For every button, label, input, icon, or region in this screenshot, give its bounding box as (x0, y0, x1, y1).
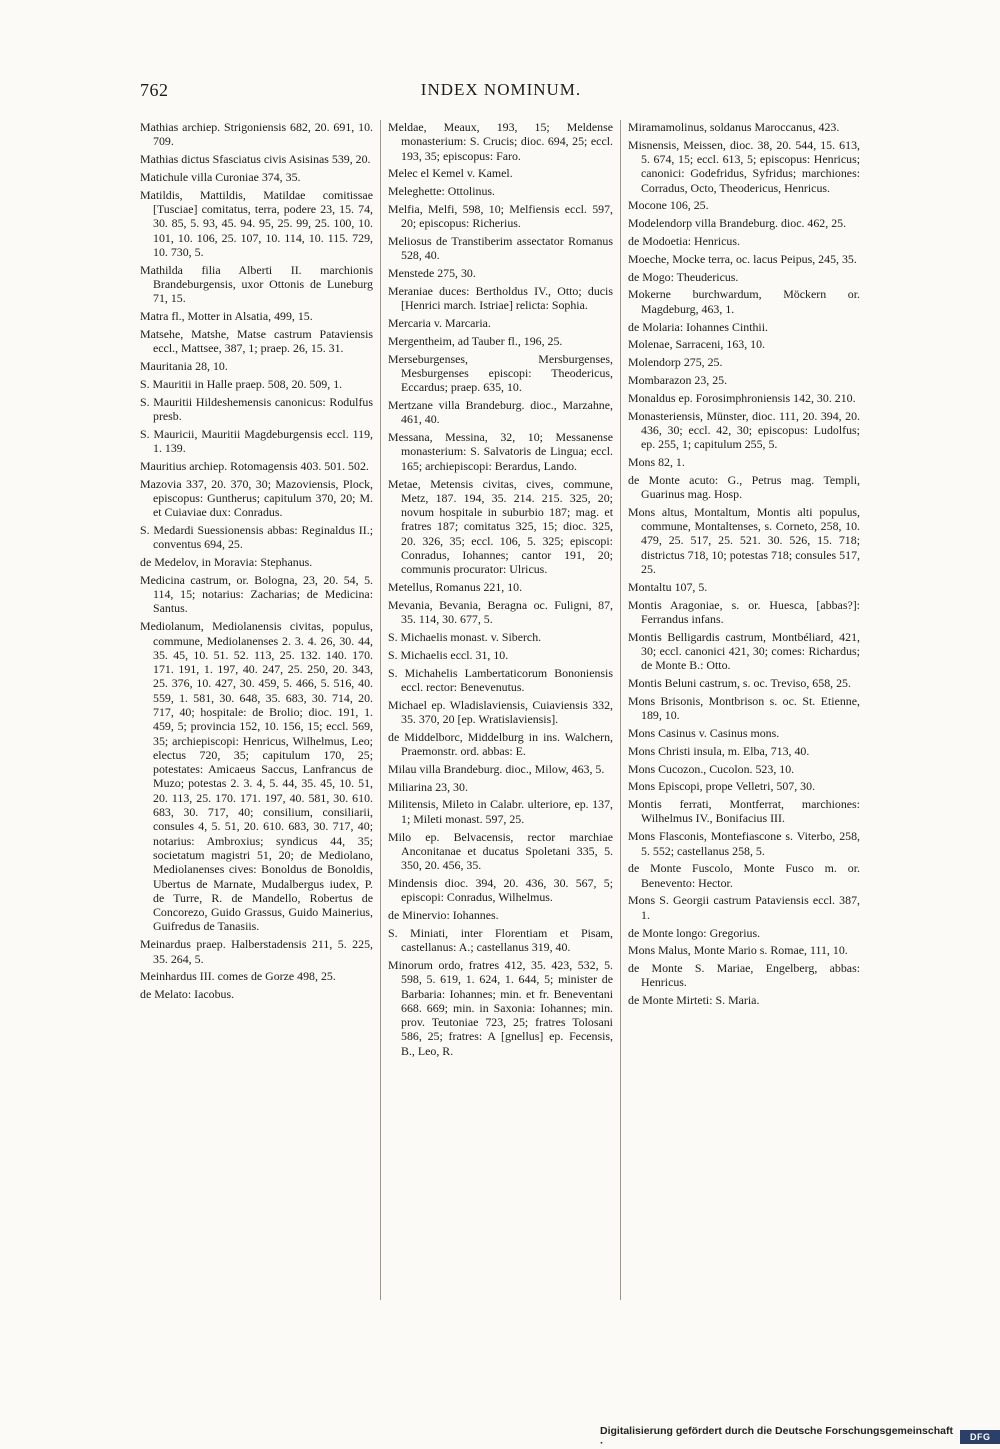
index-columns (140, 120, 862, 1300)
index-entry: S. Michaelis monast. v. Siberch. (388, 630, 542, 644)
index-entry: Merseburgenses, Mersburgenses, Mesburgenses episcopi: Theodericus, Eccardus; praep. 635, 10. (388, 351, 613, 395)
index-entry: Mevania, Bevania, Beragna oc. Fuligni, 87, 35. 114, 30. 677, 5. (388, 597, 613, 627)
index-entry: Meleghette: Ottolinus. (388, 184, 495, 199)
index-entry: S. Miniati, inter Florentiam et Pisam, castellanus: A.; castellanus 319, 40. (388, 925, 613, 955)
index-entry: S. Mauritii Hildeshemensis canonicus: Rodulfus presb. (140, 394, 373, 423)
index-entry: Miramamolinus, soldanus Maroccanus, 423. (628, 120, 840, 134)
index-entry: Misnensis, Meissen, dioc. 38, 20. 544, 15. 613, 5. 674, 15; eccl. 613, 5; episcopus: Henricus; canonici: Godefridus, Syfridus; marchiones: Corradus, Octo, Theodericus, Henricus. (628, 137, 860, 195)
index-entry: Meinardus praep. Halberstadensis 211, 5. 225, 35. 264, 5. (140, 937, 373, 966)
index-entry: Messana, Messina, 32, 10; Messanense monasterium: S. Salvatoris de Lingua; eccl. 165; archiepiscopi: Berardus, Lando. (388, 430, 613, 473)
page-number: 762 (140, 80, 169, 100)
index-entry: de Medelov, in Moravia: Stephanus. (140, 555, 313, 570)
footer (600, 1424, 1000, 1449)
index-entry: Mertzane villa Brandeburg. dioc., Marzahne, 461, 40. (388, 398, 613, 427)
index-entry: Mokerne burchwardum, Möckern or. Magdeburg, 463, 1. (628, 287, 860, 316)
dfg-logo: DFG (960, 1430, 1000, 1444)
index-entry: Mons Flasconis, Montefiascone s. Viterbo, 258, 5. 552; castellanus 258, 5. (628, 829, 860, 858)
index-entry: Milo ep. Belvacensis, rector marchiae Anconitanae et ducatus Spoletani 335, 5. 350, 20. 456, 35. (388, 829, 613, 873)
index-entry: Matichule villa Curoniae 374, 35. (140, 169, 301, 184)
index-entry: S. Michahelis Lambertaticorum Bononiensis eccl. rector: Benevenutus. (388, 665, 613, 694)
index-entry: Mediolanum, Mediolanensis civitas, populus, commune, Mediolanenses 2. 3. 4. 26, 30. 44, 35. 45, 10. 51. 52. 113, 25. 132. 140. 170. 171. 191, 1. 197, 40. 247, 25. 250, 20. 343, 25. 376, 10. 427, 30. 459, 5. 466, 5. 516, 40. 559, 1. 581, 30. 648, 35. 683, 30. 714, 20. 717, 40; hospitale: de Brolio; dioc. 191, 1. 459, 5; provincia 152, 10. 156, 15; eccl. 569, 35; archiepiscopi: Henricus, Wilhelmus, Leo; electus 720, 35; capitulum 170, 25; potestates: Amicaeus Saccus, Lanfrancus de Muzo; potestas 2. 3. 4, 5. 44, 35. 45, 10. 51, 20. 113, 25. 170. 171. 197, 40. 581, 30. 610. 683, 30. 717, 40; consilium, consiliarii, consules 4, 5. 51, 20. 610. 683, 30. 717, 40; notarius: Ambroxius; syndicus 44, 35; societatum magistri 51, 20; de Mediolano, Mediolanenses cives: Bonoldus de Bonoldis, Ubertus de Marnate, Mudalbergus iudex, P. de Turre, R. de Mandello, Robertus de Concorezo, Guido Grassus, Guido Mainerius, Guifredus de Tanasiis. (140, 619, 373, 934)
index-entry: Matsehe, Matshe, Matse castrum Pataviensis eccl., Mattsee, 387, 1; praep. 26, 15. 31. (140, 326, 373, 356)
index-entry: Matildis, Mattildis, Matildae comitissae [Tusciae] comitatus, terra, podere 23, 15. 74, 30. 85, 5. 93, 45. 94. 95, 25. 99, 25. 100, 10. 101, 10. 106, 25. 107, 10. 114, 10. 115. 729, 10. 730, 5. (140, 187, 373, 259)
index-entry: Metae, Metensis civitas, cives, commune, Metz, 187. 194, 35. 214. 215. 325, 20; novum hospitale in suburbio 187; mag. et fratres 187; comitatus 325, 15; dioc. 325, 20. 326, 35; eccl. 106, 5. 325; episcopi: Conradus, Iohannes; cantor 191, 20; communis procurator: Ulricus. (388, 476, 613, 577)
index-entry: Mons altus, Montaltum, Montis alti populus, commune, Montaltenses, s. Corneto, 258, 10. 479, 25. 517, 25. 521. 30. 526, 15. 718; districtus 718, 10; potestas 718; consules 517, 25. (628, 504, 860, 577)
index-entry: Mathilda filia Alberti II. marchionis Brandeburgensis, uxor Ottonis de Luneburg 71, 15. (140, 262, 373, 306)
index-entry: Mombarazon 23, 25. (628, 372, 728, 387)
index-entry: Melfia, Melfi, 598, 10; Melfiensis eccl. 597, 20; episcopus: Richerius. (388, 201, 613, 231)
index-entry: S. Michaelis eccl. 31, 10. (388, 647, 509, 662)
index-entry: Mons 82, 1. (628, 454, 685, 469)
index-entry: Mindensis dioc. 394, 20. 436, 30. 567, 5; episcopi: Conradus, Wilhelmus. (388, 875, 613, 905)
index-entry: de Monte Fuscolo, Monte Fusco m. or. Benevento: Hector. (628, 861, 860, 890)
index-entry: Meliosus de Transtiberim assectator Romanus 528, 40. (388, 234, 613, 263)
index-entry: Metellus, Romanus 221, 10. (388, 580, 523, 595)
index-entry: Matra fl., Motter in Alsatia, 499, 15. (140, 309, 313, 324)
index-entry: Monasteriensis, Münster, dioc. 111, 20. 394, 20. 436, 30; eccl. 42, 30; episcopus: Ludolfus; ep. 255, 1; capitulum 255, 5. (628, 408, 860, 452)
index-entry: Mons Christi insula, m. Elba, 713, 40. (628, 743, 810, 758)
index-entry: Melec el Kemel v. Kamel. (388, 166, 513, 181)
index-entry: de Monte acuto: G., Petrus mag. Templi, Guarinus mag. Hosp. (628, 472, 860, 502)
index-column-1 (140, 120, 380, 1300)
index-entry: Meraniae duces: Bertholdus IV., Otto; ducis [Henrici march. Istriae] relicta: Sophia. (388, 283, 613, 313)
index-entry: de Modoetia: Henricus. (628, 234, 740, 249)
index-entry: Minorum ordo, fratres 412, 35. 423, 532, 5. 598, 5. 619, 1. 624, 1. 644, 5; minister de Barbaria: Iohannes; min. et fr. Beneventani 668. 669; min. in Saxonia: Iohannes; min. prov. Teutoniae 723, 25; fratres Tolosani 586, 25; fratres: A [gnellus] ep. Fecensis, B., Leo, R. (388, 957, 613, 1058)
index-column-3 (620, 120, 860, 1300)
index-entry: de Monte S. Mariae, Engelberg, abbas: Henricus. (628, 961, 860, 990)
index-entry: de Mogo: Theudericus. (628, 269, 739, 284)
index-entry: Mons Brisonis, Montbrison s. oc. St. Etienne, 189, 10. (628, 693, 860, 723)
index-entry: Mathias archiep. Strigoniensis 682, 20. 691, 10. 709. (140, 120, 373, 149)
index-entry: Mathias dictus Sfasciatus civis Asisinas 539, 20. (140, 152, 371, 167)
index-entry: Mercaria v. Marcaria. (388, 316, 491, 331)
index-entry: Montis Belligardis castrum, Montbéliard, 421, 30; eccl. canonici 421, 30; comes: Richardus; de Monte B.: Otto. (628, 629, 860, 673)
index-entry: Mons S. Georgii castrum Pataviensis eccl. 387, 1. (628, 893, 860, 922)
index-column-2 (380, 120, 620, 1300)
index-entry: Mauritius archiep. Rotomagensis 403. 501. 502. (140, 458, 369, 473)
index-entry: Michael ep. Wladislaviensis, Cuiaviensis 332, 35. 370, 20 [ep. Wratislaviensis]. (388, 697, 613, 726)
index-entry: de Melato: Iacobus. (140, 987, 235, 1002)
index-entry: S. Mauricii, Mauritii Magdeburgensis eccl. 119, 1. 139. (140, 426, 373, 455)
index-entry: Meldae, Meaux, 193, 15; Meldense monasterium: S. Crucis; dioc. 694, 25; eccl. 193, 35; episcopus: Faro. (388, 120, 613, 163)
index-entry: Molendorp 275, 25. (628, 355, 723, 370)
index-entry: Montis Beluni castrum, s. oc. Treviso, 658, 25. (628, 676, 851, 691)
index-entry: Meinhardus III. comes de Gorze 498, 25. (140, 969, 336, 984)
index-entry: de Monte Mirteti: S. Maria. (628, 993, 760, 1008)
index-entry: Monaldus ep. Forosimphroniensis 142, 30. 210. (628, 390, 856, 405)
index-entry: Montaltu 107, 5. (628, 579, 708, 594)
index-entry: Mons Episcopi, prope Velletri, 507, 30. (628, 779, 816, 794)
index-entry: Moeche, Mocke terra, oc. lacus Peipus, 245, 35. (628, 251, 857, 266)
index-entry: Montis Aragoniae, s. or. Huesca, [abbas?]: Ferrandus infans. (628, 597, 860, 626)
page-header (140, 80, 862, 106)
index-entry: Molenae, Sarraceni, 163, 10. (628, 337, 766, 352)
index-entry: Montis ferrati, Montferrat, marchiones: Wilhelmus IV., Bonifacius III. (628, 797, 860, 826)
index-entry: Miliarina 23, 30. (388, 779, 468, 794)
index-entry: S. Medardi Suessionensis abbas: Reginaldus II.; conventus 694, 25. (140, 522, 373, 552)
footer-credit: Digitalisierung gefördert durch die Deutsche Forschungsgemeinschaft · (600, 1424, 953, 1449)
running-title: INDEX NOMINUM. (420, 80, 582, 99)
index-entry: Milau villa Brandeburg. dioc., Milow, 463, 5. (388, 761, 605, 776)
index-entry: de Middelborc, Middelburg in ins. Walchern, Praemonstr. ord. abbas: E. (388, 729, 613, 759)
index-entry: Mons Malus, Monte Mario s. Romae, 111, 10. (628, 943, 848, 958)
index-entry: Mauritania 28, 10. (140, 358, 228, 373)
index-entry: Modelendorp villa Brandeburg. dioc. 462, 25. (628, 216, 847, 231)
index-entry: Mergentheim, ad Tauber fl., 196, 25. (388, 333, 563, 348)
index-entry: de Monte longo: Gregorius. (628, 925, 761, 940)
index-entry: Mazovia 337, 20. 370, 30; Mazoviensis, Plock, episcopus: Guntherus; capitulum 370, 20; M. et Cuiaviae dux: Conradus. (140, 476, 373, 520)
index-entry: de Minervio: Iohannes. (388, 908, 499, 923)
index-entry: Mons Cucozon., Cucolon. 523, 10. (628, 761, 795, 776)
index-entry: Medicina castrum, or. Bologna, 23, 20. 54, 5. 114, 15; notarius: Zacharias; de Medicina: Santus. (140, 572, 373, 616)
index-entry: Menstede 275, 30. (388, 266, 476, 281)
index-entry: de Molaria: Iohannes Cinthii. (628, 319, 769, 334)
index-entry: Mons Casinus v. Casinus mons. (628, 725, 780, 740)
index-entry: S. Mauritii in Halle praep. 508, 20. 509, 1. (140, 376, 343, 391)
index-entry: Mocone 106, 25. (628, 198, 709, 213)
index-entry: Militensis, Mileto in Calabr. ulteriore, ep. 137, 1; Mileti monast. 597, 25. (388, 797, 613, 826)
